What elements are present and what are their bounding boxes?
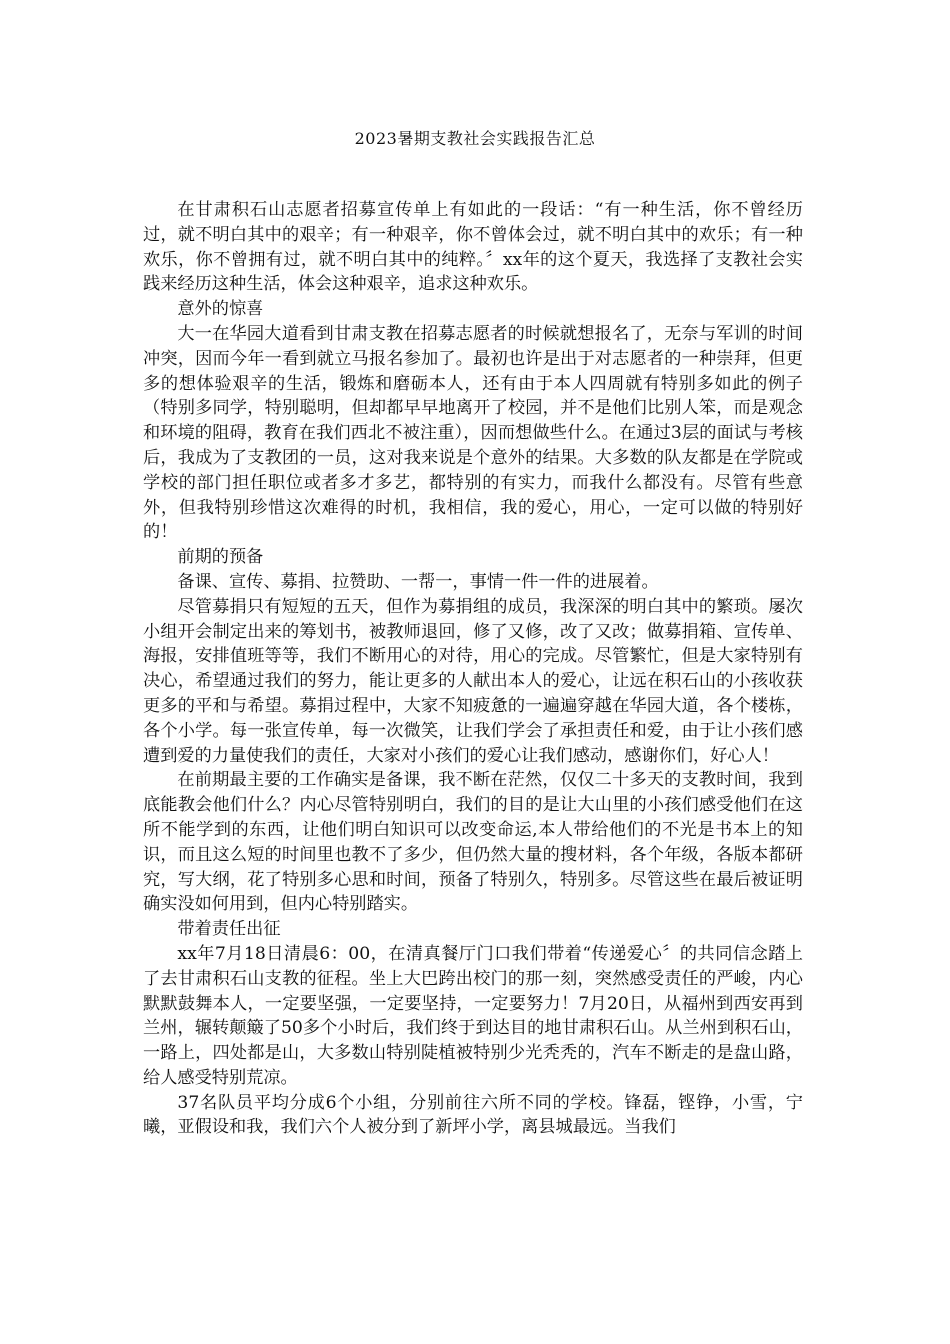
section-heading: 带着责任出征	[177, 919, 281, 940]
section-heading: 意外的惊喜	[177, 299, 264, 320]
section-heading: 前期的预备	[177, 547, 264, 568]
paragraph: 在前期最主要的工作确实是备课，我不断在茫然，仅仅二十多天的支教时间，我到底能教会他们什么？内心尽管特别明白，我们的目的是让大山里的小孩们感受他们在这所不能学到的东西，让他们明白知识可以改变命运,本人带给他们的不光是书本上的知识，而且这么短的时间里也教不了多少，但仍然大量的搜材料，各个年级，各版本都研究，写大纲，花了特别多心思和时间，预备了特别久，特别多。尽管这些在最后被证明确实没如何用到，但内心特别踏实。	[143, 770, 803, 915]
paragraph: 37名队员平均分成6个小组，分别前往六所不同的学校。锋磊，铿铮，小雪，宁曦，亚假设和我，我们六个人被分到了新坪小学，离县城最远。当我们	[143, 1092, 803, 1138]
document-body	[143, 198, 803, 1140]
paragraph: xx年7月18日清晨6：00，在清真餐厅门口我们带着“传递爱心〞的共同信念踏上了去甘肃积石山支教的征程。坐上大巴跨出校门的那一刻，突然感受责任的严峻，内心默默鼓舞本人，一定要坚强，一定要坚持，一定要努力！7月20日，从福州到西安再到兰州，辗转颠簸了50多个小时后，我们终于到达目的地甘肃积石山。从兰州到积石山，一路上，四处都是山，大多数山特别陡植被特别少光秃秃的，汽车不断走的是盘山路，给人感受特别荒凉。	[143, 943, 803, 1088]
document-title: 2023暑期支教社会实践报告汇总	[354, 129, 596, 148]
paragraph: 备课、宣传、募捐、拉赞助、一帮一，事情一件一件的进展着。	[177, 571, 659, 592]
paragraph: 尽管募捐只有短短的五天，但作为募捐组的成员，我深深的明白其中的繁琐。屡次小组开会制定出来的筹划书，被教师退回，修了又修，改了又改；做募捐箱、宣传单、海报，安排值班等等，我们不断用心的对待，用心的完成。尽管繁忙，但是大家特别有决心，希望通过我们的努力，能让更多的人献出本人的爱心，让远在积石山的小孩收获更多的平和与希望。募捐过程中，大家不知疲惫的一遍遍穿越在华园大道，各个楼栋，各个小学。每一张宣传单，每一次微笑，让我们学会了承担责任和爱，由于让小孩们感遭到爱的力量使我们的责任，大家对小孩们的爱心让我们感动，感谢你们，好心人！	[143, 596, 803, 766]
paragraph: 在甘肃积石山志愿者招募宣传单上有如此的一段话：“有一种生活，你不曾经历过，就不明白其中的艰辛；有一种艰辛，你不曾体会过，就不明白其中的欢乐；有一种欢乐，你不曾拥有过，就不明白其中的纯粹。〞xx年的这个夏天，我选择了支教社会实践来经历这种生活，体会这种艰辛，追求这种欢乐。	[143, 200, 803, 295]
paragraph: 大一在华园大道看到甘肃支教在招募志愿者的时候就想报名了，无奈与军训的时间冲突，因而今年一看到就立马报名参加了。最初也许是出于对志愿者的一种崇拜，但更多的想体验艰辛的生活，锻炼和磨砺本人，还有由于本人四周就有特别多如此的例子（特别多同学，特别聪明，但却都早早地离开了校园，并不是他们比别人笨，而是观念和环境的阻碍，教育在我们西北不被注重），因而想做些什么。在通过3层的面试与考核后，我成为了支教团的一员，这对我来说是个意外的结果。大多数的队友都是在学院或学校的部门担任职位或者多才多艺，都特别的有实力，而我什么都没有。尽管有些意外，但我特别珍惜这次难得的时机，我相信，我的爱心，用心，一定可以做的特别好的！	[143, 323, 803, 543]
